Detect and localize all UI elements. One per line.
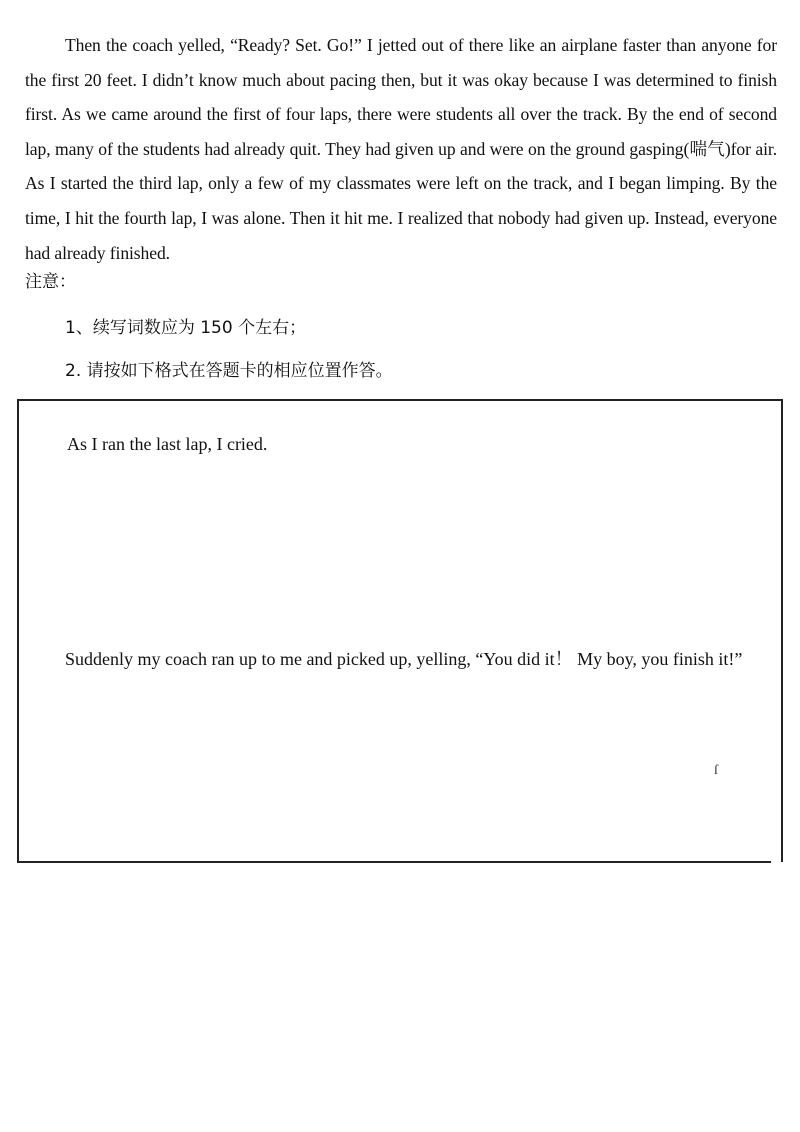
- story-passage: Then the coach yelled, “Ready? Set. Go!” I jetted out of there like an airplane faster than anyone for the first 20 feet. I didn’t know much about pacing then, but it was okay because I was determined to finish first. As we came around the first of four laps, there were students all over the track. By the end of second lap, many of the students had already quit. They had given up and were on the ground gasping(喘气)for air. As I started the third lap, only a few of my classmates were left on the track, and I began limping. By the time, I hit the fourth lap, I was alone. Then it hit me. I realized that nobody had given up. Instead, everyone had already finished.: [25, 35, 777, 263]
- paragraph-1-opening: As I ran the last lap, I cried.: [67, 434, 268, 454]
- note-item-word-count: 1、续写词数应为 150 个左右；: [65, 318, 307, 338]
- note-item-answer-format: 2. 请按如下格式在答题卡的相应位置作答。: [65, 361, 393, 381]
- notes-heading: 注意：: [25, 272, 76, 292]
- answer-box: [17, 399, 783, 862]
- answer-box-bottom-rule: [17, 861, 771, 863]
- paragraph-2-opening: Suddenly my coach ran up to me and picked up, yelling, “You did it！ My boy, you finish it!”: [65, 649, 743, 669]
- stray-pen-mark: ſ: [714, 763, 718, 778]
